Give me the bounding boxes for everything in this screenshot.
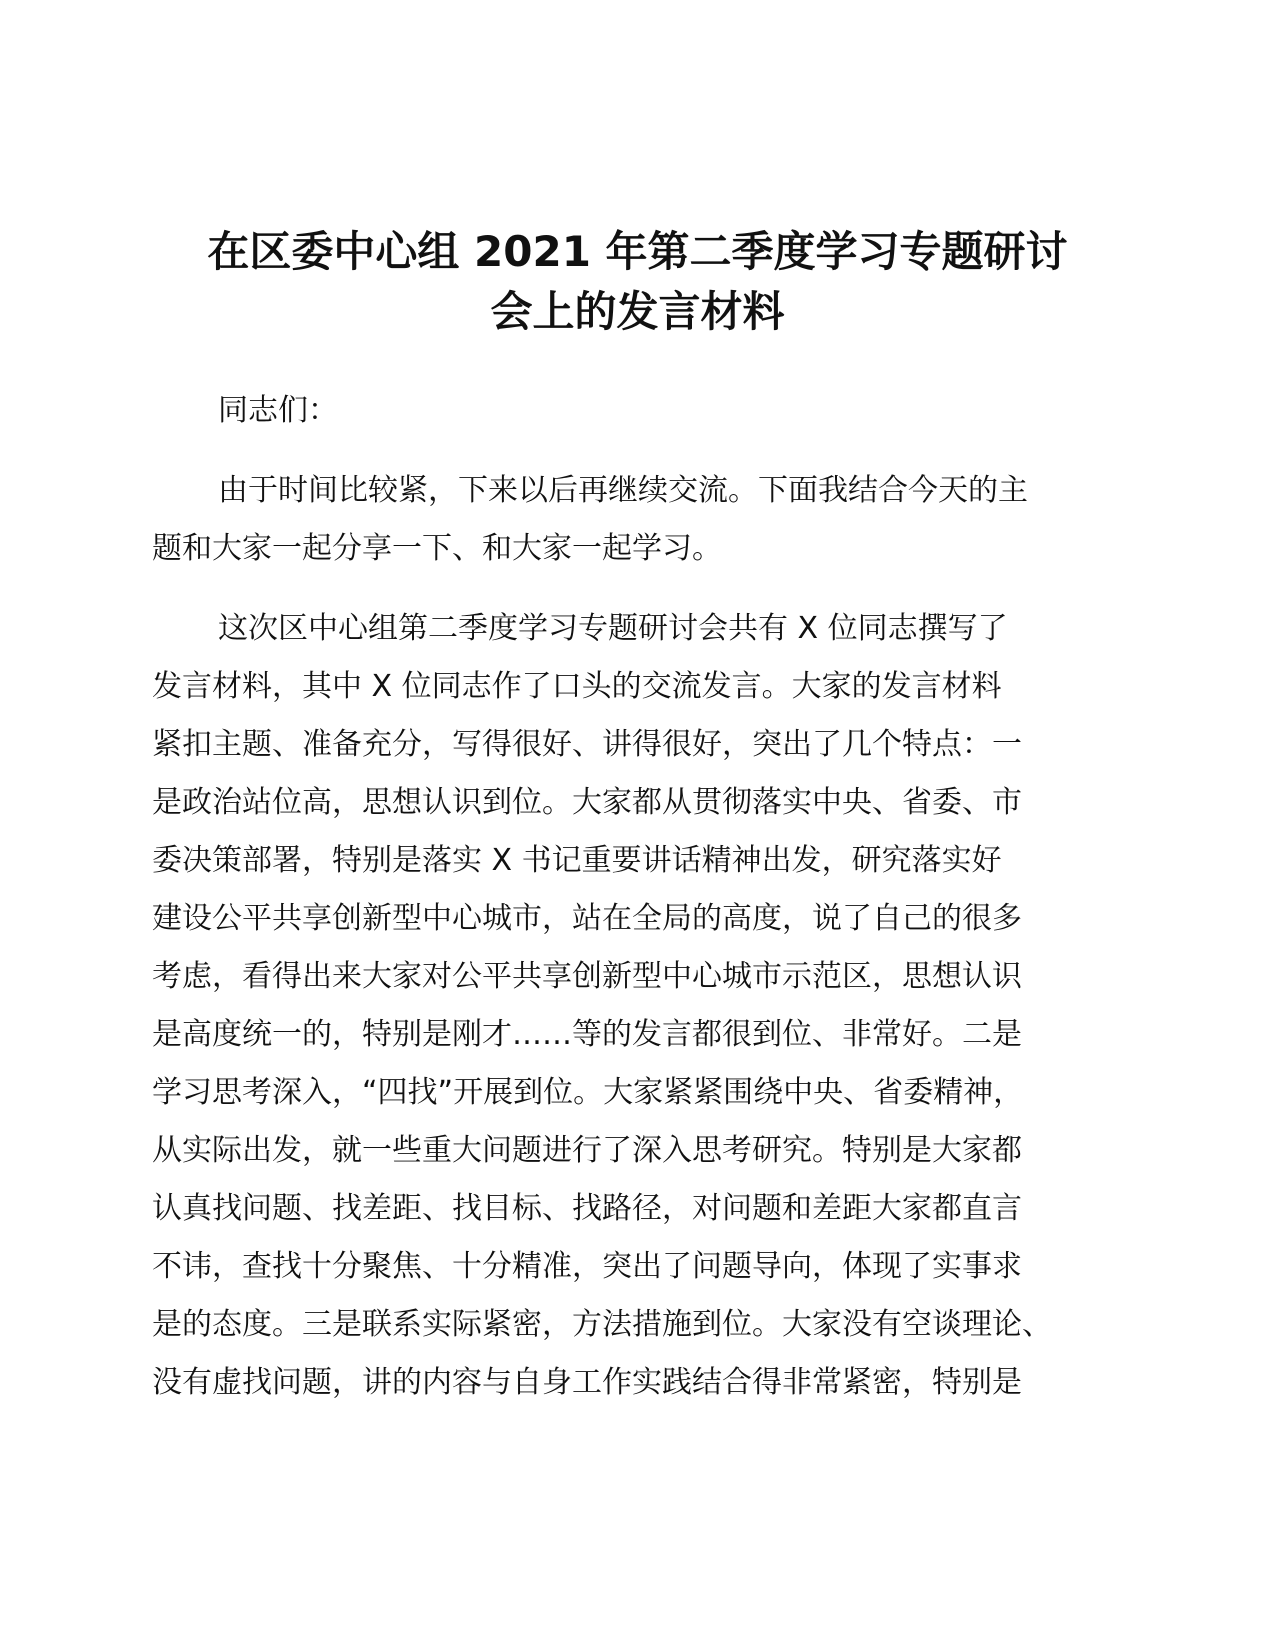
paragraph-line: 学习思考深入，“四找”开展到位。大家紧紧围绕中央、省委精神， [152,1075,1024,1110]
paragraph-line: 这次区中心组第二季度学习专题研讨会共有 X 位同志撰写了 [218,611,1008,646]
title-line-2: 会上的发言材料 [490,287,785,336]
paragraph-line: 没有虚找问题，讲的内容与自身工作实践结合得非常紧密，特别是 [152,1365,1022,1400]
paragraph-line: 题和大家一起分享一下、和大家一起学习。 [152,531,722,566]
paragraph-line: 紧扣主题、准备充分，写得很好、讲得很好，突出了几个特点：一 [152,727,1022,762]
salutation-text: 同志们： [218,393,338,428]
paragraph-2 [152,600,1142,1412]
title-line-1: 在区委中心组 2021 年第二季度学习专题研讨 [207,227,1068,276]
paragraph-line: 是高度统一的，特别是刚才……等的发言都很到位、非常好。二是 [152,1017,1022,1052]
document-title [150,222,1125,342]
paragraph-line: 认真找问题、找差距、找目标、找路径，对问题和差距大家都直言 [152,1191,1022,1226]
salutation [152,382,1142,440]
paragraph-line: 是政治站位高，思想认识到位。大家都从贯彻落实中央、省委、市 [152,785,1022,820]
paragraph-line: 不讳，查找十分聚焦、十分精准，突出了问题导向，体现了实事求 [152,1249,1022,1284]
paragraph-line: 发言材料，其中 X 位同志作了口头的交流发言。大家的发言材料 [152,669,1002,704]
paragraph-line: 考虑，看得出来大家对公平共享创新型中心城市示范区，思想认识 [152,959,1022,994]
paragraph-line: 委决策部署，特别是落实 X 书记重要讲话精神出发，研究落实好 [152,843,1002,878]
paragraph-line: 建设公平共享创新型中心城市，站在全局的高度，说了自己的很多 [152,901,1022,936]
paragraph-1 [152,462,1142,578]
paragraph-line: 从实际出发，就一些重大问题进行了深入思考研究。特别是大家都 [152,1133,1022,1168]
paragraph-line: 是的态度。三是联系实际紧密，方法措施到位。大家没有空谈理论、 [152,1307,1052,1342]
document-body [152,382,1142,1434]
paragraph-line: 由于时间比较紧，下来以后再继续交流。下面我结合今天的主 [218,473,1028,508]
